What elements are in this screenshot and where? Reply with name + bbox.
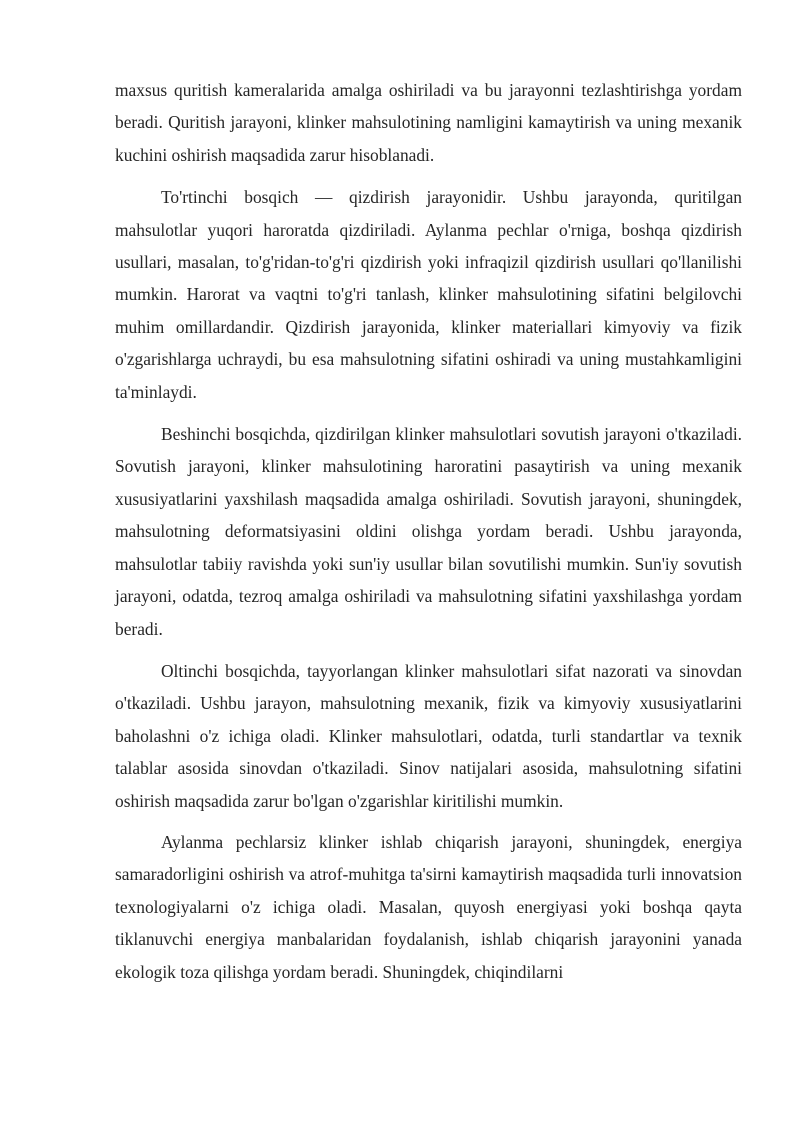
paragraph-4: Oltinchi bosqichda, tayyorlangan klinker mahsulotlari sifat nazorati va sinovdan o'tkaziladi. Ushbu jarayon, mahsulotning mexanik, fizik va kimyoviy xususiyatlarini baholashni o'z ichiga oladi. Klinker mahsulotlari, odatda, turli standartlar va texnik talablar asosida sinovdan o'tkaziladi. Sinov natijalari asosida, mahsulotning sifatini oshirish maqsadida zarur bo'lgan o'zgarishlar kiritilishi mumkin.	[115, 660, 742, 811]
paragraph-gap	[115, 817, 742, 826]
paragraph-gap	[115, 171, 742, 181]
paragraph-gap	[115, 645, 742, 655]
paragraph-3: Beshinchi bosqichda, qizdirilgan klinker mahsulotlari sovutish jarayoni o'tkaziladi. Sovutish jarayoni, klinker mahsulotining haroratini pasaytirish va uning mexanik xususiyatlarini yaxshilash maqsadida amalga oshiriladi. Sovutish jarayoni, shuningdek, mahsulotning deformatsiyasini oldini olishga yordam beradi. Ushbu jarayonda, mahsulotlar tabiiy ravishda yoki sun'iy usullar bilan sovutilishi mumkin. Sun'iy sovutish jarayoni, odatda, tezroq amalga oshiriladi va mahsulotning sifatini yaxshilashga yordam beradi.	[115, 424, 742, 639]
paragraph-5: Aylanma pechlarsiz klinker ishlab chiqarish jarayoni, shuningdek, energiya samaradorligini oshirish va atrof-muhitga ta'sirni kamaytirish maqsadida turli innovatsion texnologiyalarni o'z ichiga oladi. Masalan, quyosh energiyasi yoki boshqa qayta tiklanuvchi energiya manbalaridan foydalanish, ishlab chiqarish jarayonini yanada ekologik toza qilishga yordam beradi. Shuningdek, chiqindilarni	[115, 831, 742, 982]
paragraph-gap	[115, 408, 742, 418]
paragraph-1: maxsus quritish kameralarida amalga oshiriladi va bu jarayonni tezlashtirishga yordam beradi. Quritish jarayoni, klinker mahsulotining namligini kamaytirish va uning mexanik kuchini oshirish maqsadida zarur hisoblanadi.	[115, 80, 742, 165]
paragraph-2: To'rtinchi bosqich — qizdirish jarayonidir. Ushbu jarayonda, quritilgan mahsulotlar yuqori haroratda qizdiriladi. Aylanma pechlar o'rniga, boshqa qizdirish usullari, masalan, to'g'ridan-to'g'ri qizdirish yoki infraqizil qizdirish usullari qo'llanilishi mumkin. Harorat va vaqtni to'g'ri tanlash, klinker mahsulotining sifatini belgilovchi muhim omillardandir. Qizdirish jarayonida, klinker materiallari kimyoviy va fizik o'zgarishlarga uchraydi, bu esa mahsulotning sifatini oshiradi va uning mustahkamligini ta'minlaydi.	[115, 187, 742, 402]
